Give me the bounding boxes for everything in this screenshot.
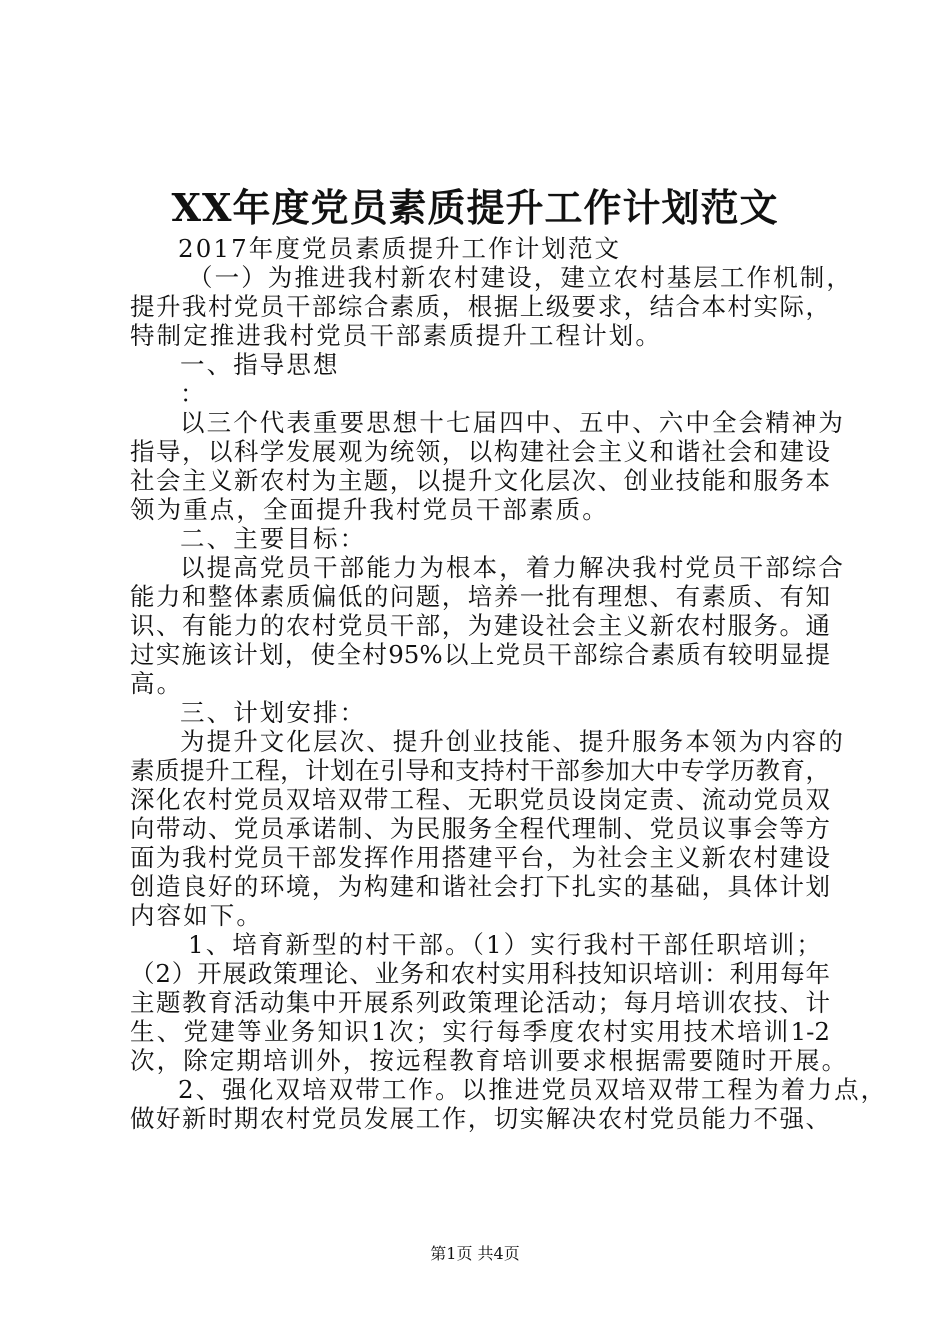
paragraph-line: 2、强化双培双带工作。以推进党员双培双带工程为着力点， xyxy=(178,1075,888,1104)
document-title: XX年度党员素质提升工作计划范文 xyxy=(171,185,779,230)
paragraph-line: 面为我村党员干部发挥作用搭建平台，为社会主义新农村建设 xyxy=(130,843,830,872)
paragraph-line: 领为重点，全面提升我村党员干部素质。 xyxy=(130,495,609,524)
paragraph-line: 素质提升工程，计划在引导和支持村干部参加大中专学历教育， xyxy=(130,756,830,785)
paragraph-line: 过实施该计划，使全村95%以上党员干部综合素质有较明显提 xyxy=(130,640,830,669)
paragraph-line: 提升我村党员干部综合素质，根据上级要求，结合本村实际， xyxy=(130,292,830,321)
section-heading: 三、计划安排： xyxy=(180,698,367,727)
paragraph-line: 生、党建等业务知识1次；实行每季度农村实用技术培训1-2 xyxy=(130,1017,830,1046)
section-heading: 一、指导思想 xyxy=(180,350,340,379)
section-heading: 二、主要目标： xyxy=(180,524,367,553)
paragraph-line: 识、有能力的农村党员干部，为建设社会主义新农村服务。通 xyxy=(130,611,830,640)
paragraph-line: 向带动、党员承诺制、为民服务全程代理制、党员议事会等方 xyxy=(130,814,830,843)
paragraph-line: 高。 xyxy=(130,669,184,698)
paragraph-line: ： xyxy=(180,379,207,408)
document-body xyxy=(130,234,888,1133)
paragraph-line: 内容如下。 xyxy=(130,901,263,930)
paragraph-line: 1、培育新型的村干部。（1）实行我村干部任职培训； xyxy=(188,930,823,959)
paragraph-line: 以三个代表重要思想十七届四中、五中、六中全会精神为 xyxy=(180,408,845,437)
paragraph-line: （2）开展政策理论、业务和农村实用科技知识培训：利用每年 xyxy=(130,959,830,988)
paragraph-line: 做好新时期农村党员发展工作，切实解决农村党员能力不强、 xyxy=(130,1104,830,1133)
paragraph-line: 为提升文化层次、提升创业技能、提升服务本领为内容的 xyxy=(180,727,845,756)
paragraph-line: 主题教育活动集中开展系列政策理论活动；每月培训农技、计 xyxy=(130,988,830,1017)
paragraph-line: 能力和整体素质偏低的问题，培养一批有理想、有素质、有知 xyxy=(130,582,830,611)
paragraph-line: （一）为推进我村新农村建设，建立农村基层工作机制， xyxy=(188,263,853,292)
subtitle-line: 2017年度党员素质提升工作计划范文 xyxy=(178,234,622,263)
paragraph-line: 特制定推进我村党员干部素质提升工程计划。 xyxy=(130,321,662,350)
paragraph-line: 深化农村党员双培双带工程、无职党员设岗定责、流动党员双 xyxy=(130,785,830,814)
paragraph-line: 次，除定期培训外，按远程教育培训要求根据需要随时开展。 xyxy=(130,1046,849,1075)
paragraph-line: 社会主义新农村为主题，以提升文化层次、创业技能和服务本 xyxy=(130,466,830,495)
paragraph-line: 指导，以科学发展观为统领，以构建社会主义和谐社会和建设 xyxy=(130,437,830,466)
page-footer: 第1页 共4页 xyxy=(430,1244,520,1263)
paragraph-line: 创造良好的环境，为构建和谐社会打下扎实的基础，具体计划 xyxy=(130,872,830,901)
paragraph-line: 以提高党员干部能力为根本，着力解决我村党员干部综合 xyxy=(180,553,845,582)
